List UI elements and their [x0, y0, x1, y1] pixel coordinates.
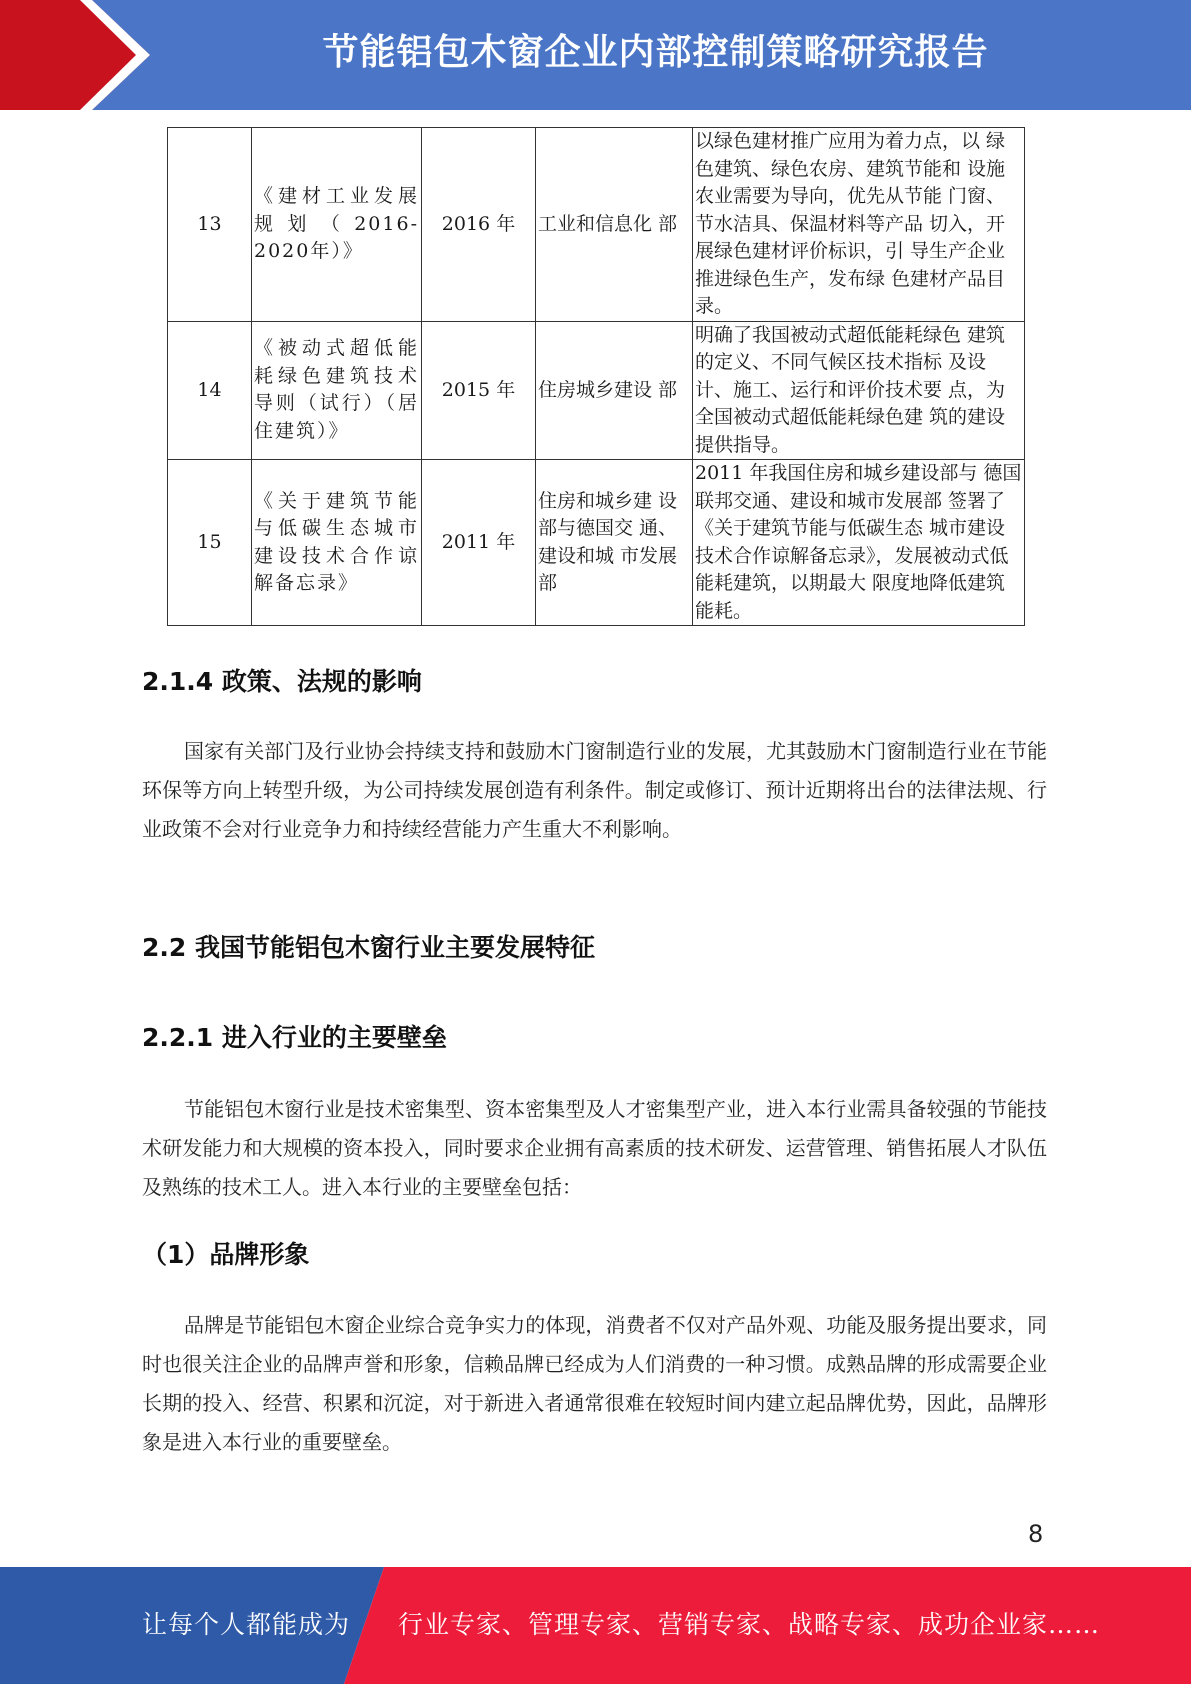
table-row	[168, 460, 1025, 626]
policy-name: 《被动式超低能耗绿色建筑技术导则（试行）（居住建筑）》	[252, 321, 422, 460]
subsection-paragraph-brand: 品牌是节能铝包木窗企业综合竞争实力的体现，消费者不仅对产品外观、功能及服务提出要求，同时也很关注企业的品牌声誉和形象，信赖品牌已经成为人们消费的一种习惯。成熟品牌的形成需要企业长期的投入、经营、积累和沉淀，对于新进入者通常很难在较短时间内建立起品牌优势，因此，品牌形象是进入本行业的重要壁垒。	[142, 1313, 1047, 1454]
section-paragraph-2-1-4: 国家有关部门及行业协会持续支持和鼓励木门窗制造行业的发展，尤其鼓励木门窗制造行业在节能环保等方向上转型升级，为公司持续发展创造有利条件。制定或修订、预计近期将出台的法律法规、行业政策不会对行业竞争力和持续经营能力产生重大不利影响。	[142, 739, 1047, 841]
policy-description: 明确了我国被动式超低能耗绿色 建筑的定义、不同气候区技术指标 及设计、施工、运行和评价技术要 点，为全国被动式超低能耗绿色建 筑的建设提供指导。	[693, 321, 1025, 460]
row-number: 13	[168, 128, 252, 322]
policy-name: 《关于建筑节能与低碳生态城市建设技术合作谅解备忘录》	[252, 460, 422, 626]
issuing-body: 工业和信息化 部	[536, 128, 693, 322]
footer-slogan-right: 行业专家、管理专家、营销专家、战略专家、成功企业家……	[398, 1610, 1101, 1639]
policy-year: 2016 年	[422, 128, 536, 322]
issuing-body: 住房和城乡建 设部与德国交 通、建设和城 市发展部	[536, 460, 693, 626]
table-row	[168, 321, 1025, 460]
footer-slogan-left: 让每个人都能成为	[142, 1610, 351, 1639]
page-footer	[0, 1567, 1191, 1684]
policy-year: 2015 年	[422, 321, 536, 460]
policy-description: 2011 年我国住房和城乡建设部与 德国联邦交通、建设和城市发展部 签署了《关于建筑节能与低碳生态 城市建设技术合作谅解备忘录》，发展被动式低能耗建筑，以期最大 限度地降低建筑能耗。	[693, 460, 1025, 626]
report-title: 节能铝包木窗企业内部控制策略研究报告	[322, 32, 989, 73]
subsection-heading-brand: （1）品牌形象	[142, 1240, 310, 1269]
policy-table	[167, 127, 1025, 626]
policy-description: 以绿色建材推广应用为着力点，以 绿色建筑、绿色农房、建筑节能和 设施农业需要为导向，优先从节能 门窗、节水洁具、保温材料等产品 切入，开展绿色建材评价标识，引 导生产企业推进绿色生产，发布绿 色建材产品目录。	[693, 128, 1025, 322]
row-number: 14	[168, 321, 252, 460]
policy-name: 《建材工业发展规划（2016-2020年）》	[252, 128, 422, 322]
section-heading-2-1-4: 2.1.4 政策、法规的影响	[142, 667, 422, 696]
policy-year: 2011 年	[422, 460, 536, 626]
section-heading-2-2-1: 2.2.1 进入行业的主要壁垒	[142, 1023, 447, 1052]
section-heading-2-2: 2.2 我国节能铝包木窗行业主要发展特征	[142, 933, 595, 962]
page-header	[0, 0, 1191, 110]
section-paragraph-2-2-1: 节能铝包木窗行业是技术密集型、资本密集型及人才密集型产业，进入本行业需具备较强的节能技术研发能力和大规模的资本投入，同时要求企业拥有高素质的技术研发、运营管理、销售拓展人才队伍及熟练的技术工人。进入本行业的主要壁垒包括：	[142, 1097, 1047, 1199]
page-number: 8	[1028, 1520, 1044, 1548]
row-number: 15	[168, 460, 252, 626]
table-row	[168, 128, 1025, 322]
issuing-body: 住房城乡建设 部	[536, 321, 693, 460]
